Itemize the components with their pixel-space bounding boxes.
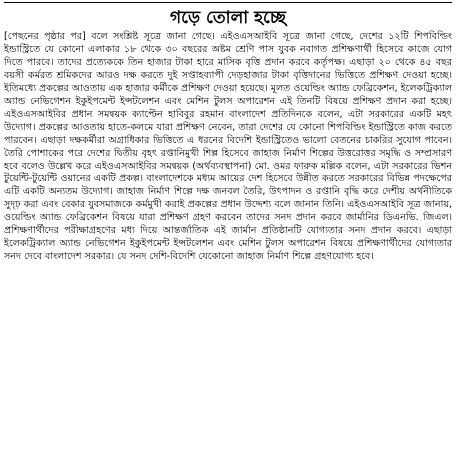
headline: গড়ে তোলা হচ্ছে — [4, 2, 452, 29]
continuation-marker: [পেছনের পৃষ্ঠার পর] — [4, 31, 86, 42]
body-text: বলে সংশ্লিষ্ট সূত্রে জানা গেছে। এইওএসআইবি সূত্রে জানা গেছে, দেশের ১২টি শিপবিল্ডিং ইন্ডাস্ট্রিতে যে কোনো এলাকার ১৮ থেকে ৩০ বছরের অষ্টম শ্রেণি পাস যুবক নবাগত প্রশিক্ষণার্থী হিসেবে কাজে যোগ দিতে পারবে। তাদের প্রত্যেককে তিন হাজার টাকা হারে মাসিক বৃত্তি প্রদান করবে কর্তৃপক্ষ। এছাড়া ২০ থেকে ৪৫ বছর বয়সী কর্মরত শ্রমিকদের আরও দক্ষ করতে দুই সপ্তাহব্যাপী দেড়হাজার টাকা বৃত্তিদানের ভিত্তিতে প্রশিক্ষণ দেওয়া হচ্ছে। ইতিমধ্যে প্রকল্পের আওতায় এক হাজার কর্মীকে প্রশিক্ষণ দেওয়া হয়েছে। মূলত ওয়েল্ডিং অ্যান্ড ফেব্রিকেশন, ইলেকট্রিক্যাল অ্যান্ড নেভিগেশন ইকুইপমেন্ট ইন্সটলেশন এবং মেশিন টুলস অপারেশন এই তিনটি বিষয়ে প্রশিক্ষণ প্রদান করা হচ্ছে। এইওএসআইবির প্রধান সমন্বয়ক ক্যাপ্টেন হাবিবুর রহমান বাংলাদেশ প্রতিদিনকে বলেন, এটা সরকারের একটি মহৎ উদ্যোগ। প্রকল্পের আওতায় হাতে-কলমে যারা প্রশিক্ষণ নেবেন, তারা দেশের যে কোনো শিপবিল্ডিং ইন্ডাস্ট্রিতে কাজ করতে পারবেন। এছাড়া দক্ষকর্মীরা অগ্রাধিকার ভিত্তিতে এ ধরনের বিদেশি ইন্ডাস্ট্রিতেও ভালো বেতনের চাকরির সুযোগ পাবেন। তৈরি পোশাকের পরে দেশের দ্বিতীয় বৃহৎ রপ্তানিমুখী শিল্প হিসেবে জাহাজ নির্মাণ শিল্পের উত্তরোত্তর সমৃদ্ধি ও সম্প্রসারণ হবে বলেও উল্লেখ করে এইওএসআইবির সমন্বয়ক (অর্থব্যবস্থাপনা) মো. ওমর ফারুক মল্লিক বলেন, এটা সরকারের ভিশন টুয়েন্টি-টুয়েন্টি ওয়ানের একটি প্রকল্প। বাংলাদেশকে মধ্যম আয়ের দেশ হিসেবে উন্নীত করতে সরকারের বিভিন্ন পদক্ষেপের এটি একটি অন্যতম উদ্যোগ। জাহাজ নির্মাণ শিল্পে দক্ষ জনবল তৈরি, উৎপাদন ও রপ্তানি বৃদ্ধি করে দেশীয় অর্থনীতিকে সুদৃঢ় করা এবং বেকার যুবসমাজকে কর্মমুখী করাই প্রকল্পের প্রধান উদ্দেশ্য বলে জানান তিনি। এইওএসআইবি সূত্র জানায়, ওয়েল্ডিং অ্যান্ড ফেব্রিকেশন বিষয়ে যারা প্রশিক্ষণ গ্রহণ করবেন তাদের সনদ প্রদান করবে জার্মানির ডিএনভি. জিএল। প্রশিক্ষণার্থীদের পরীক্ষাগ্রহণের মধ্য দিয়ে আন্তর্জাতিক এই জার্মান প্রতিষ্ঠানটি যোগ্যতার সনদ প্রদান করবে। এছাড়া ইলেকট্রিক্যাল অ্যান্ড নেভিগেশন ইকুইপমেন্ট ইন্সটলেশন এবং মেশিন টুলস অপারেশন বিষয়ে প্রশিক্ষণার্থীদের যোগ্যতার সনদ দেবে বাংলাদেশ সরকার। যে সনদ দেশি-বিদেশি যেকোনো জাহাজ নির্মাণ শিল্পে গ্রহণযোগ্য হবে। — [4, 31, 453, 263]
body-paragraph — [4, 31, 452, 264]
